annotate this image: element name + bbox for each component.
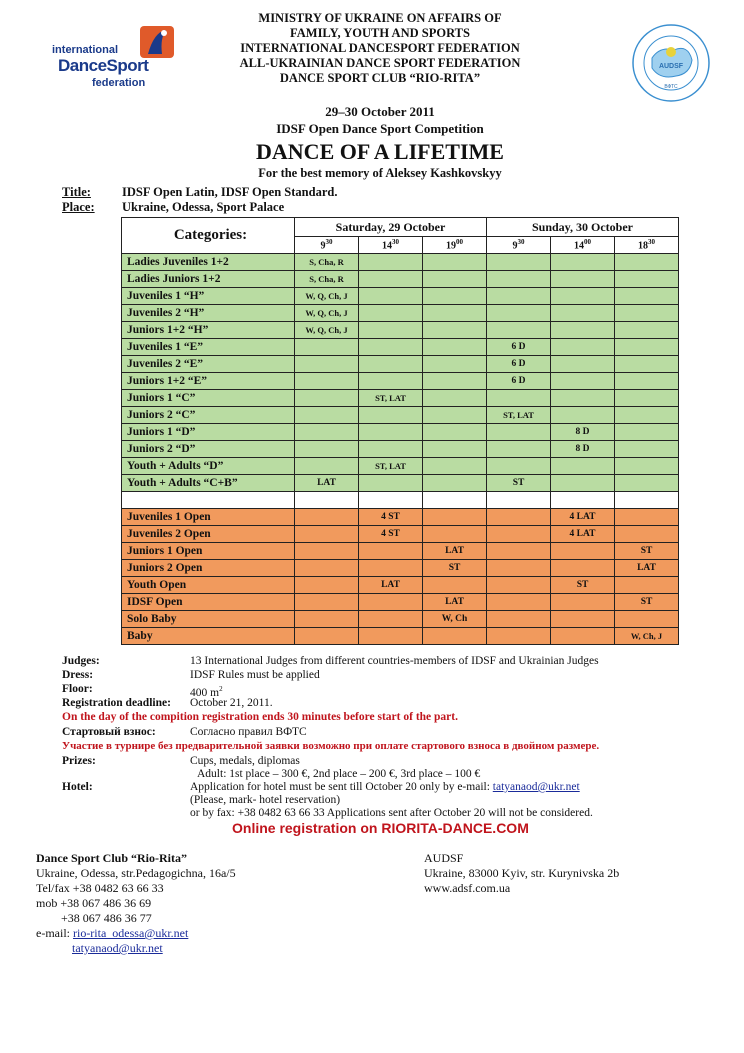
schedule-cell [615, 441, 679, 458]
schedule-cell: LAT [615, 560, 679, 577]
table-row [122, 254, 679, 271]
category-name: Ladies Juniors 1+2 [122, 271, 295, 288]
schedule-cell [487, 611, 551, 628]
club-name: Dance Sport Club “Rio-Rita” [36, 851, 188, 865]
hotel-label: Hotel: [62, 781, 93, 793]
schedule-cell [551, 339, 615, 356]
time-minute: 30 [648, 238, 655, 247]
schedule-cell: 6 D [487, 356, 551, 373]
schedule-cell [359, 339, 423, 356]
fee-value: Согласно правил ВФТС [190, 726, 307, 738]
idsf-logo-line1: international [52, 44, 119, 56]
deadline-value: October 21, 2011. [190, 697, 273, 709]
schedule-cell: ST, LAT [487, 407, 551, 424]
schedule-cell: ST [615, 543, 679, 560]
schedule-cell [423, 254, 487, 271]
schedule-cell: 4 ST [359, 526, 423, 543]
header-line: DANCE SPORT CLUB “RIO-RITA” [279, 71, 481, 85]
table-row [122, 356, 679, 373]
schedule-cell: ST [551, 577, 615, 594]
schedule-cell [551, 356, 615, 373]
schedule-cell [423, 509, 487, 526]
schedule-cell [551, 254, 615, 271]
schedule-cell [359, 492, 423, 509]
place-label: Place: [62, 200, 95, 214]
audsf-seal-mid: AUDSF [658, 63, 684, 70]
table-row [122, 577, 679, 594]
time-minute: 30 [325, 238, 333, 247]
schedule-cell: 8 D [551, 441, 615, 458]
club-email2-link[interactable]: tatyanaod@ukr.net [72, 941, 163, 955]
time-hour: 19 [446, 240, 456, 252]
judges-value: 13 International Judges from different countries-members of IDSF and Ukrainian Judges [190, 655, 599, 667]
schedule-cell [615, 509, 679, 526]
schedule-cell [615, 254, 679, 271]
time-minute: 30 [517, 238, 525, 247]
audsf-contacts [424, 851, 619, 896]
time-slot-header [551, 237, 615, 254]
schedule-cell [295, 509, 359, 526]
schedule-cell [359, 288, 423, 305]
schedule-cell [423, 390, 487, 407]
schedule-cell [551, 492, 615, 509]
table-row [122, 288, 679, 305]
schedule-cell [423, 356, 487, 373]
table-row [122, 407, 679, 424]
schedule-cell [551, 611, 615, 628]
categories-header: Categories: [122, 218, 295, 254]
day2-header: Sunday, 30 October [487, 218, 679, 237]
table-row [122, 424, 679, 441]
schedule-cell [359, 441, 423, 458]
club-email-link[interactable]: rio-rita_odessa@ukr.net [72, 926, 189, 940]
judges-label: Judges: [62, 655, 100, 667]
schedule-cell [487, 577, 551, 594]
schedule-cell [615, 577, 679, 594]
club-address: Ukraine, Odessa, str.Pedagogichna, 16a/5 [36, 866, 236, 880]
schedule-cell [295, 560, 359, 577]
category-name: Juniors 1 Open [122, 543, 295, 560]
table-row [122, 492, 679, 509]
time-hour: 18 [638, 240, 648, 252]
competition-name: IDSF Open Dance Sport Competition [276, 121, 484, 136]
table-row [122, 305, 679, 322]
schedule-cell: ST [423, 560, 487, 577]
category-name: Juveniles 1 “H” [122, 288, 295, 305]
schedule-cell [487, 543, 551, 560]
schedule-cell [615, 526, 679, 543]
time-slot-header [295, 237, 359, 254]
schedule-cell [551, 560, 615, 577]
schedule-cell [551, 271, 615, 288]
prizes-label: Prizes: [62, 755, 96, 767]
schedule-cell [359, 424, 423, 441]
page-title: DANCE OF A LIFETIME [256, 139, 504, 164]
day1-header: Saturday, 29 October [295, 218, 487, 237]
audsf-seal-logo [630, 22, 712, 104]
audsf-name: AUDSF [424, 851, 464, 865]
time-hour: 14 [574, 240, 584, 252]
dress-label: Dress: [62, 669, 94, 681]
schedule-cell [423, 526, 487, 543]
schedule-cell [295, 458, 359, 475]
event-dates: 29–30 October 2011 [325, 104, 435, 119]
schedule-cell [423, 305, 487, 322]
schedule-cell: 4 ST [359, 509, 423, 526]
schedule-cell: ST, LAT [359, 458, 423, 475]
place-value: Ukraine, Odessa, Sport Palace [122, 200, 285, 214]
schedule-cell: 4 LAT [551, 509, 615, 526]
schedule-cell [423, 373, 487, 390]
schedule-cell: 6 D [487, 339, 551, 356]
schedule-cell [487, 254, 551, 271]
schedule-cell [615, 390, 679, 407]
schedule-cell: LAT [295, 475, 359, 492]
time-hour: 14 [382, 240, 392, 252]
schedule-cell: 8 D [551, 424, 615, 441]
prizes-money: Adult: 1st place – 300 €, 2nd place – 200 €, 3rd place – 100 € [197, 768, 481, 780]
club-tel: Tel/fax +38 0482 63 66 33 [36, 881, 164, 895]
table-row [122, 458, 679, 475]
club-email2-line [36, 941, 236, 956]
table-row [122, 441, 679, 458]
time-hour: 9 [512, 240, 518, 252]
header-line: ALL-UKRAINIAN DANCE SPORT FEDERATION [239, 56, 521, 70]
schedule-cell [615, 424, 679, 441]
schedule-cell [615, 373, 679, 390]
schedule-cell [551, 407, 615, 424]
schedule-cell [487, 628, 551, 645]
category-name: Juveniles 1 Open [122, 509, 295, 526]
schedule-cell [295, 543, 359, 560]
category-name: Juniors 2 Open [122, 560, 295, 577]
category-name: Ladies Juveniles 1+2 [122, 254, 295, 271]
schedule-cell [359, 305, 423, 322]
schedule-cell [487, 441, 551, 458]
hotel-fax: or by fax: +38 0482 63 66 33 Applications sent after October 20 will not be considered. [190, 807, 593, 819]
schedule-cell [295, 577, 359, 594]
dress-value: IDSF Rules must be applied [190, 669, 320, 681]
table-row [122, 594, 679, 611]
schedule-cell: 4 LAT [551, 526, 615, 543]
schedule-cell [295, 339, 359, 356]
schedule-cell [615, 322, 679, 339]
header-line: MINISTRY OF UKRAINE ON AFFAIRS OF [258, 11, 502, 25]
category-name: Solo Baby [122, 611, 295, 628]
club-mob2: +38 067 486 36 77 [61, 911, 152, 925]
schedule-cell [423, 577, 487, 594]
category-name: Juniors 1 “D” [122, 424, 295, 441]
category-name: Juniors 2 “C” [122, 407, 295, 424]
table-row [122, 509, 679, 526]
hotel-value [190, 781, 580, 794]
hotel-note: (Please, mark- hotel reservation) [190, 794, 341, 806]
schedule-cell [487, 526, 551, 543]
online-registration-link[interactable]: Online registration on RIORITA-DANCE.COM [232, 820, 529, 836]
table-row [122, 390, 679, 407]
schedule-cell [359, 322, 423, 339]
prizes-value: Cups, medals, diplomas [190, 755, 300, 767]
schedule-cell [551, 594, 615, 611]
category-name: Juveniles 1 “E” [122, 339, 295, 356]
schedule-cell: W, Ch [423, 611, 487, 628]
time-slot-header [423, 237, 487, 254]
schedule-cell [551, 475, 615, 492]
schedule-cell [487, 305, 551, 322]
schedule-cell [487, 424, 551, 441]
schedule-cell [295, 390, 359, 407]
category-name: Juniors 1+2 “H” [122, 322, 295, 339]
schedule-cell [487, 458, 551, 475]
schedule-cell [423, 475, 487, 492]
table-row [122, 373, 679, 390]
schedule-cell [423, 322, 487, 339]
schedule-body [122, 254, 679, 645]
club-email-line [36, 926, 236, 941]
table-row [122, 475, 679, 492]
email-label: e-mail: [36, 926, 73, 940]
schedule-cell [615, 475, 679, 492]
schedule-cell: W, Ch, J [615, 628, 679, 645]
schedule-cell [487, 288, 551, 305]
schedule-cell [359, 271, 423, 288]
schedule-cell [295, 407, 359, 424]
schedule-cell [615, 611, 679, 628]
table-row [122, 322, 679, 339]
floor-unit-sup: 2 [219, 685, 223, 693]
schedule-table [121, 217, 679, 645]
table-row [122, 543, 679, 560]
time-minute: 00 [584, 238, 591, 247]
table-row [122, 526, 679, 543]
schedule-cell [551, 288, 615, 305]
table-row [122, 611, 679, 628]
category-name: Baby [122, 628, 295, 645]
hotel-text: Application for hotel must be sent till October 20 only by e-mail: [190, 781, 493, 793]
floor-area: 400 m [190, 686, 220, 699]
schedule-cell [487, 322, 551, 339]
time-slot-header [359, 237, 423, 254]
schedule-cell: W, Q, Ch, J [295, 305, 359, 322]
time-hour: 9 [320, 240, 326, 252]
schedule-cell: ST [615, 594, 679, 611]
schedule-cell [551, 305, 615, 322]
schedule-cell [359, 560, 423, 577]
schedule-cell [551, 373, 615, 390]
category-name: Juveniles 2 Open [122, 526, 295, 543]
table-row [122, 628, 679, 645]
schedule-cell [359, 356, 423, 373]
time-slot-header [615, 237, 679, 254]
organizers-header [150, 11, 610, 86]
idsf-logo [52, 24, 147, 94]
schedule-cell: ST [487, 475, 551, 492]
category-name: Youth Open [122, 577, 295, 594]
schedule-cell: S, Cha, R [295, 254, 359, 271]
idsf-logo-line2: DanceSport [58, 56, 149, 75]
schedule-cell [423, 492, 487, 509]
schedule-cell [487, 390, 551, 407]
schedule-cell [359, 628, 423, 645]
schedule-cell [615, 339, 679, 356]
schedule-cell [487, 492, 551, 509]
title-value: IDSF Open Latin, IDSF Open Standard. [122, 185, 338, 199]
dedication-subtitle: For the best memory of Aleksey Kashkovskyy [258, 166, 502, 180]
schedule-cell [423, 441, 487, 458]
schedule-cell [551, 628, 615, 645]
schedule-cell [295, 356, 359, 373]
schedule-cell [295, 611, 359, 628]
schedule-cell [615, 407, 679, 424]
schedule-cell [423, 339, 487, 356]
deadline-label: Registration deadline: [62, 697, 171, 709]
category-name: Juveniles 2 “H” [122, 305, 295, 322]
header-line: FAMILY, YOUTH AND SPORTS [290, 26, 470, 40]
schedule-cell: 6 D [487, 373, 551, 390]
schedule-cell [551, 322, 615, 339]
idsf-logo-line3: federation [92, 77, 146, 89]
fee-label: Стартовый взнос: [62, 726, 156, 738]
time-minute: 30 [392, 238, 399, 247]
schedule-cell [295, 373, 359, 390]
schedule-cell [359, 407, 423, 424]
schedule-cell [423, 458, 487, 475]
schedule-cell [423, 424, 487, 441]
category-name: IDSF Open [122, 594, 295, 611]
table-row [122, 339, 679, 356]
club-contacts [36, 851, 236, 956]
schedule-cell [359, 594, 423, 611]
audsf-seal-bot: ВФТС [664, 84, 678, 90]
schedule-cell [423, 407, 487, 424]
schedule-cell [423, 288, 487, 305]
schedule-cell: LAT [423, 594, 487, 611]
schedule-cell: S, Cha, R [295, 271, 359, 288]
time-slot-header [487, 237, 551, 254]
category-name: Juveniles 2 “E” [122, 356, 295, 373]
club-mob1: mob +38 067 486 36 69 [36, 896, 152, 910]
schedule-cell [359, 543, 423, 560]
schedule-cell [615, 458, 679, 475]
fee-notice: Участие в турнире без предварительной заявки возможно при оплате стартового взноса в двойном размере. [62, 740, 600, 752]
category-name: Juniors 2 “D” [122, 441, 295, 458]
hotel-email-link[interactable]: tatyanaod@ukr.net [492, 781, 580, 793]
schedule-cell [615, 288, 679, 305]
registration-notice: On the day of the compition registration ends 30 minutes before start of the part. [62, 711, 458, 723]
schedule-cell [551, 390, 615, 407]
schedule-cell [295, 628, 359, 645]
schedule-cell [359, 373, 423, 390]
audsf-web: www.adsf.com.ua [424, 881, 511, 895]
schedule-cell: W, Q, Ch, J [295, 288, 359, 305]
schedule-cell [615, 356, 679, 373]
category-name: Youth + Adults “C+B” [122, 475, 295, 492]
schedule-cell: LAT [359, 577, 423, 594]
schedule-cell [487, 509, 551, 526]
schedule-cell: W, Q, Ch, J [295, 322, 359, 339]
audsf-address: Ukraine, 83000 Kyiv, str. Kurynivska 2b [424, 866, 620, 880]
schedule-cell [551, 458, 615, 475]
table-row [122, 271, 679, 288]
schedule-cell [295, 424, 359, 441]
schedule-cell [487, 594, 551, 611]
schedule-cell [295, 526, 359, 543]
schedule-cell [359, 254, 423, 271]
time-minute: 00 [456, 238, 463, 247]
category-name: Juniors 1 “C” [122, 390, 295, 407]
schedule-cell [359, 611, 423, 628]
table-row [122, 560, 679, 577]
category-name: Juniors 1+2 “E” [122, 373, 295, 390]
audsf-seal-icon [630, 22, 712, 104]
schedule-cell [359, 475, 423, 492]
schedule-cell: LAT [423, 543, 487, 560]
header-line: INTERNATIONAL DANCESPORT FEDERATION [240, 41, 520, 55]
schedule-cell [615, 492, 679, 509]
schedule-cell [551, 543, 615, 560]
category-name: Youth + Adults “D” [122, 458, 295, 475]
schedule-cell [295, 441, 359, 458]
schedule-cell: ST, LAT [359, 390, 423, 407]
floor-label: Floor: [62, 683, 93, 695]
title-label: Title: [62, 185, 91, 199]
schedule-cell [423, 628, 487, 645]
schedule-cell [615, 271, 679, 288]
schedule-cell [487, 560, 551, 577]
category-name [122, 492, 295, 509]
schedule-cell [615, 305, 679, 322]
schedule-cell [295, 594, 359, 611]
schedule-cell [487, 271, 551, 288]
schedule-cell [295, 492, 359, 509]
schedule-cell [423, 271, 487, 288]
